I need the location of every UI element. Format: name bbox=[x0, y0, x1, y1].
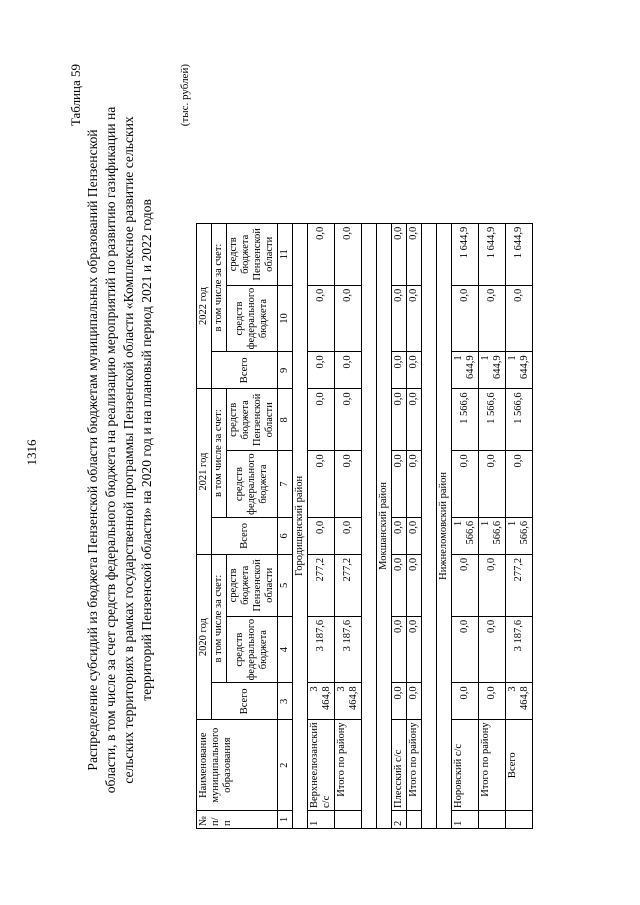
header-row-years bbox=[197, 223, 212, 828]
cell-2020-federal: 0,0 bbox=[452, 616, 479, 683]
cell-2020-regional: 0,0 bbox=[392, 554, 407, 616]
section-title: Нижнеломовский район bbox=[437, 223, 452, 828]
cell-2021-regional: 0,0 bbox=[407, 389, 422, 451]
cell-2022-regional: 0,0 bbox=[335, 223, 362, 285]
district-total-label: Итого по району bbox=[407, 720, 422, 811]
table-row bbox=[308, 223, 335, 828]
header-total: Всего bbox=[212, 517, 278, 554]
cell-2020-federal: 0,0 bbox=[392, 616, 407, 683]
cell-2020-regional: 277,2 bbox=[506, 554, 533, 616]
cell-2022-regional: 0,0 bbox=[308, 223, 335, 285]
cell-2022-regional: 1 644,9 bbox=[452, 223, 479, 285]
cell-2021-federal: 0,0 bbox=[407, 451, 422, 518]
cell-2021-federal: 0,0 bbox=[452, 451, 479, 518]
column-index: 8 bbox=[278, 389, 293, 451]
cell-2020-total: 0,0 bbox=[452, 683, 479, 720]
column-index: 4 bbox=[278, 616, 293, 683]
cell-2021-federal: 0,0 bbox=[335, 451, 362, 518]
table-row bbox=[392, 223, 407, 828]
row-num: 1 bbox=[308, 811, 335, 829]
district-total-row bbox=[479, 223, 506, 828]
column-index: 6 bbox=[278, 517, 293, 554]
cell-2022-federal: 0,0 bbox=[392, 285, 407, 352]
header-num: № п/п bbox=[197, 811, 278, 829]
cell-2022-federal: 0,0 bbox=[479, 285, 506, 352]
cell-2020-federal: 0,0 bbox=[407, 616, 422, 683]
row-num: 1 bbox=[452, 811, 479, 829]
grand-total-row bbox=[506, 223, 533, 828]
header-federal: средств федерального бюджета bbox=[227, 451, 278, 518]
units-note: (тыс. рублей) bbox=[179, 64, 191, 127]
header-including: в том числе за счет: bbox=[212, 554, 227, 683]
spacer-row bbox=[422, 223, 437, 828]
cell-2020-regional: 0,0 bbox=[479, 554, 506, 616]
cell-2021-regional: 1 566,6 bbox=[479, 389, 506, 451]
cell-2020-federal: 3 187,6 bbox=[308, 616, 335, 683]
row-name: Верхнеелюзанский с/с bbox=[308, 720, 335, 811]
document-title: Распределение субсидий из бюджета Пензенской области бюджетам муниципальных образований Пензенской области, в том числе за счет средств федерального бюджета на реализацию мероприятий по развитию газификации на сельских территориях в рамках государственной программы Пензенской области «Комплексное развитие сельских территорий Пензенской области» на 2020 год и на плановый период 2021 и 2022 годов bbox=[85, 106, 154, 794]
cell-2022-total: 0,0 bbox=[308, 352, 335, 389]
cell-2021-federal: 0,0 bbox=[392, 451, 407, 518]
section-row bbox=[293, 223, 308, 828]
header-total: Всего bbox=[212, 683, 278, 720]
column-index: 5 bbox=[278, 554, 293, 616]
grand-total-label: Всего bbox=[506, 720, 533, 811]
cell-2021-regional: 0,0 bbox=[308, 389, 335, 451]
section-title: Мокшанский район bbox=[377, 223, 392, 828]
cell-2022-federal: 0,0 bbox=[407, 285, 422, 352]
header-including: в том числе за счет: bbox=[212, 223, 227, 352]
cell-2021-federal: 0,0 bbox=[506, 451, 533, 518]
cell-2022-regional: 1 644,9 bbox=[506, 223, 533, 285]
cell-2022-regional: 0,0 bbox=[392, 223, 407, 285]
section-title: Городищенский район bbox=[293, 223, 308, 828]
cell-2020-total: 0,0 bbox=[479, 683, 506, 720]
cell-2020-regional: 277,2 bbox=[308, 554, 335, 616]
header-regional: средств бюджета Пензенской области bbox=[227, 223, 278, 285]
cell-2022-regional: 1 644,9 bbox=[479, 223, 506, 285]
column-index: 1 bbox=[278, 811, 293, 829]
cell-2022-regional: 0,0 bbox=[407, 223, 422, 285]
page-number: 1316 bbox=[24, 439, 39, 466]
cell-2022-federal: 0,0 bbox=[452, 285, 479, 352]
header-year-2022: 2022 год bbox=[197, 223, 212, 389]
cell-2021-total: 1 566,6 bbox=[452, 517, 479, 554]
cell-2021-regional: 0,0 bbox=[392, 389, 407, 451]
table-row bbox=[452, 223, 479, 828]
column-index: 9 bbox=[278, 352, 293, 389]
district-total-row bbox=[407, 223, 422, 828]
cell-2020-regional: 0,0 bbox=[407, 554, 422, 616]
header-including: в том числе за счет: bbox=[212, 389, 227, 518]
header-name: Наименование муниципального образования bbox=[197, 720, 278, 811]
cell-2021-regional: 1 566,6 bbox=[506, 389, 533, 451]
column-index-row bbox=[278, 223, 293, 828]
header-year-2021: 2021 год bbox=[197, 389, 212, 555]
row-name: Плесский с/с bbox=[392, 720, 407, 811]
cell-2022-total: 1 644,9 bbox=[452, 352, 479, 389]
district-total-label: Итого по району bbox=[479, 720, 506, 811]
header-total: Всего bbox=[212, 352, 278, 389]
row-name: Норовский с/с bbox=[452, 720, 479, 811]
cell-2020-federal: 3 187,6 bbox=[506, 616, 533, 683]
spacer-row bbox=[362, 223, 377, 828]
cell-2020-total: 0,0 bbox=[407, 683, 422, 720]
cell-2022-total: 1 644,9 bbox=[506, 352, 533, 389]
cell-2021-total: 0,0 bbox=[407, 517, 422, 554]
cell-2021-total: 0,0 bbox=[335, 517, 362, 554]
cell-2020-total: 3 464,8 bbox=[335, 683, 362, 720]
cell-2022-total: 1 644,9 bbox=[479, 352, 506, 389]
cell-2021-total: 1 566,6 bbox=[506, 517, 533, 554]
cell-2020-total: 0,0 bbox=[392, 683, 407, 720]
cell-2020-regional: 277,2 bbox=[335, 554, 362, 616]
section-row bbox=[437, 223, 452, 828]
cell-2021-federal: 0,0 bbox=[308, 451, 335, 518]
cell-2021-total: 0,0 bbox=[308, 517, 335, 554]
cell-2020-regional: 0,0 bbox=[452, 554, 479, 616]
column-index: 7 bbox=[278, 451, 293, 518]
cell-2022-total: 0,0 bbox=[392, 352, 407, 389]
cell-2021-federal: 0,0 bbox=[479, 451, 506, 518]
district-total-row bbox=[335, 223, 362, 828]
cell-2020-federal: 0,0 bbox=[479, 616, 506, 683]
table-label: Таблица 59 bbox=[68, 64, 83, 127]
cell-2022-total: 0,0 bbox=[335, 352, 362, 389]
header-year-2020: 2020 год bbox=[197, 554, 212, 720]
cell-2022-federal: 0,0 bbox=[506, 285, 533, 352]
header-regional: средств бюджета Пензенской области bbox=[227, 389, 278, 451]
row-num: 2 bbox=[392, 811, 407, 829]
column-index: 3 bbox=[278, 683, 293, 720]
header-federal: средств федерального бюджета bbox=[227, 616, 278, 683]
column-index: 2 bbox=[278, 720, 293, 811]
cell-2021-regional: 1 566,6 bbox=[452, 389, 479, 451]
section-row bbox=[377, 223, 392, 828]
column-index: 10 bbox=[278, 285, 293, 352]
district-total-label: Итого по району bbox=[335, 720, 362, 811]
cell-2022-federal: 0,0 bbox=[335, 285, 362, 352]
cell-2021-regional: 0,0 bbox=[335, 389, 362, 451]
cell-2021-total: 0,0 bbox=[392, 517, 407, 554]
cell-2020-total: 3 464,8 bbox=[506, 683, 533, 720]
cell-2022-total: 0,0 bbox=[407, 352, 422, 389]
cell-2020-federal: 3 187,6 bbox=[335, 616, 362, 683]
cell-2021-total: 1 566,6 bbox=[479, 517, 506, 554]
subsidy-table bbox=[196, 223, 533, 829]
cell-2020-total: 3 464,8 bbox=[308, 683, 335, 720]
header-regional: средств бюджета Пензенской области bbox=[227, 554, 278, 616]
header-federal: средств федерального бюджета bbox=[227, 285, 278, 352]
cell-2022-federal: 0,0 bbox=[308, 285, 335, 352]
column-index: 11 bbox=[278, 223, 293, 285]
